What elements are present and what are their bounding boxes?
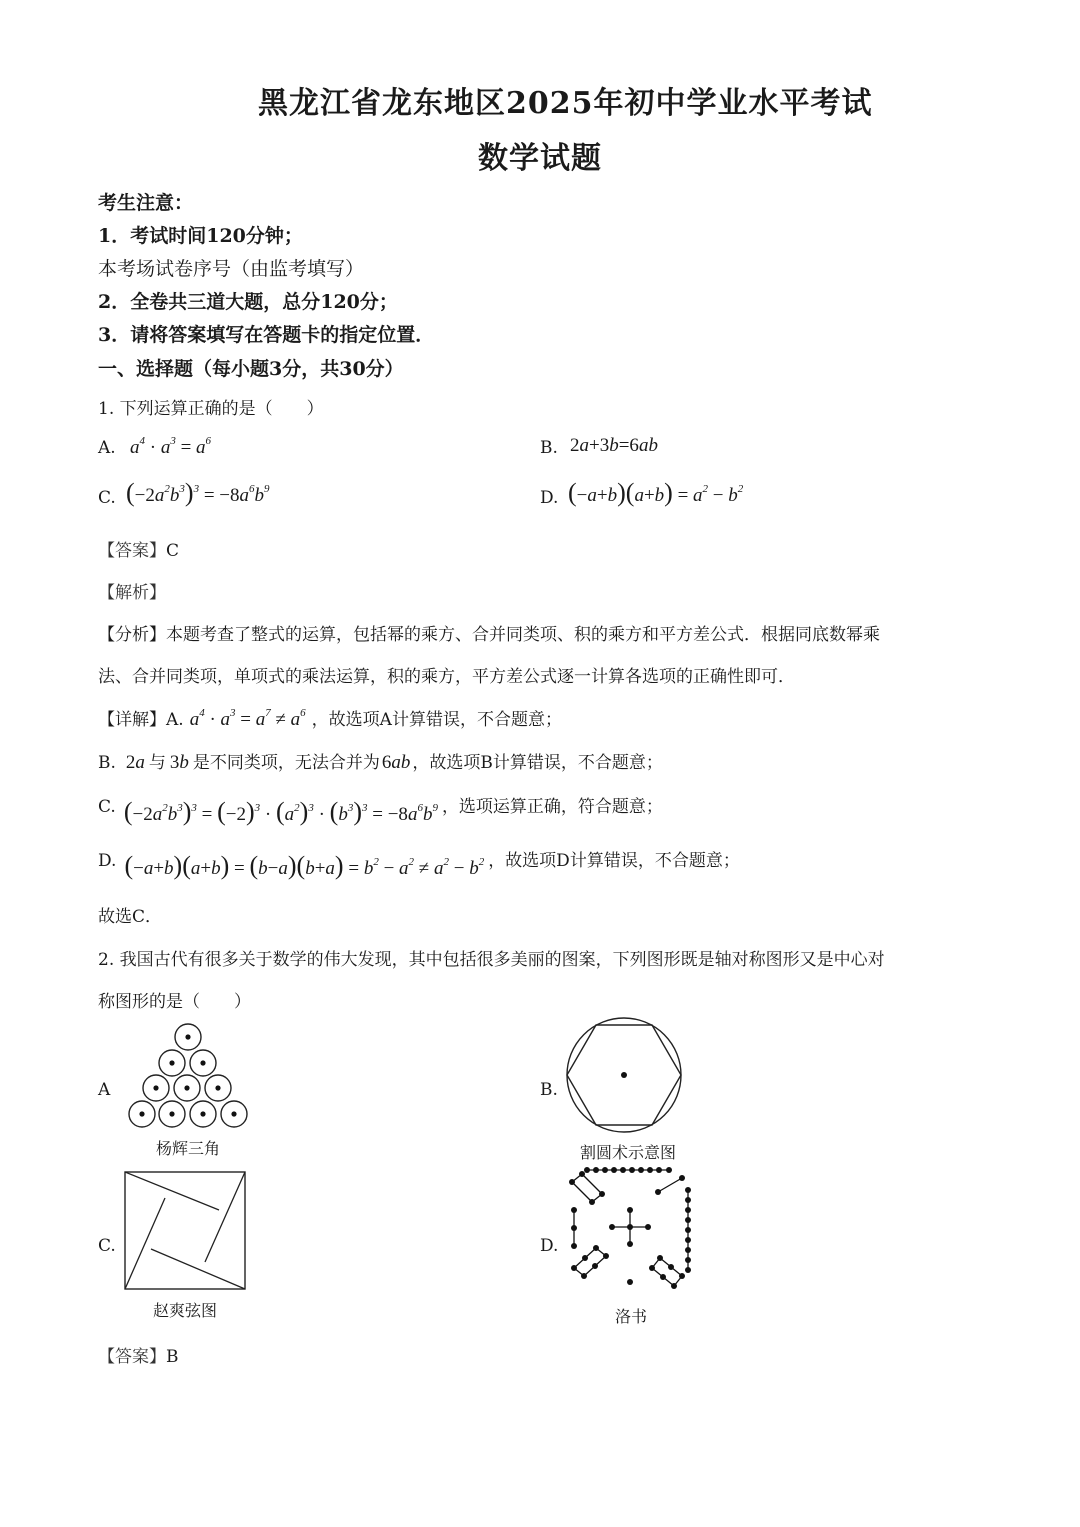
detail-d-formula: $(-a+b)(a+b) = (b-a)(b+a) = b^2 - a^2 \ne a^2 - b^2$ [124, 851, 485, 880]
detail-b-mid-2: 是不同类项，无法合并为 [192, 753, 380, 773]
q1-stem: 1. 下列运算正确的是（ ） [98, 399, 324, 419]
q1-option-a-formula: $a^4 \cdot a^3 = a^6$ [130, 435, 212, 458]
zhaoshuang-diagram-figure [123, 1170, 249, 1292]
q1-analysis-tag: 【解析】 [98, 583, 166, 603]
detail-c-text: ，选项运算正确，符合题意； [441, 797, 663, 817]
notice-item-2: 2．全卷共三道大题，总分120分； [98, 291, 398, 313]
section-heading: 一、选择题（每小题3分，共30分） [98, 358, 404, 380]
detail-b-term-3: 6ab [381, 752, 411, 773]
q1-fenxi-line-1: 【分析】本题考查了整式的运算，包括幂的乘方、合并同类项、积的乘方和平方差公式．根据同底数幂乘 [98, 625, 880, 645]
notice-serial: 本考场试卷序号（由监考填写） [98, 258, 365, 280]
q1-option-c-formula: $(-2a^2b^3)^3 = -8a^6b^9$ [126, 478, 270, 507]
yanghui-triangle-figure [122, 1020, 262, 1135]
q2-caption-a: 杨辉三角 [156, 1139, 221, 1158]
detail-a-formula: $a^4 \cdot a^3 = a^7 \ne a^6$ [189, 707, 306, 730]
notice-item-1: 1．考试时间120分钟； [98, 225, 303, 247]
q2-option-b-label: B. [540, 1080, 558, 1100]
q2-stem-line-1: 2. 我国古代有很多关于数学的伟大发现，其中包括很多美丽的图案，下列图形既是轴对称图形又是中心对 [98, 950, 885, 970]
q1-option-c-label: C. [98, 488, 116, 508]
luoshu-figure [560, 1160, 700, 1290]
detail-b-prefix: B. [98, 753, 116, 773]
q2-stem-line-2: 称图形的是（ ） [98, 992, 251, 1012]
q1-option-b-formula: 2a+3b=6ab [570, 435, 658, 456]
detail-d-text: ，故选项D计算错误，不合题意； [488, 851, 740, 871]
page-title: 黑龙江省龙东地区2025年初中学业水平考试 [258, 86, 873, 121]
q1-detail-b [98, 748, 663, 774]
page-subtitle: 数学试题 [478, 141, 602, 176]
q1-option-b-label: B. [540, 438, 558, 458]
q1-detail-c [98, 792, 663, 827]
detail-prefix: 【详解】A. [98, 710, 184, 730]
q2-caption-b: 割圆术示意图 [580, 1143, 677, 1162]
answer-tag: 【答案】 [98, 1347, 166, 1367]
q2-option-a-label: A [98, 1080, 111, 1100]
detail-b-term-1: 2a [125, 752, 145, 773]
q1-answer [98, 536, 179, 561]
notice-heading: 考生注意： [98, 192, 194, 214]
answer-value: C [166, 541, 180, 561]
notice-item-3: 3．请将答案填写在答题卡的指定位置． [98, 324, 435, 346]
detail-b-text: ，故选项B计算错误，不合题意； [412, 753, 663, 773]
q2-option-c-label: C. [98, 1236, 116, 1256]
answer-tag: 【答案】 [98, 541, 166, 561]
detail-d-prefix: D. [98, 851, 117, 871]
detail-b-mid-1: 与 [148, 753, 166, 773]
detail-b-term-2: 3b [169, 752, 189, 773]
detail-a-text: ，故选项A计算错误，不合题意； [311, 710, 562, 730]
detail-c-prefix: C. [98, 797, 116, 817]
q1-option-d-formula: $(-a+b)(a+b) = a^2 - b^2$ [568, 478, 744, 507]
q1-fenxi-line-2: 法、合并同类项，单项式的乘法运算，积的乘方，平方差公式逐一计算各选项的正确性即可． [98, 667, 795, 687]
q1-detail-a [98, 705, 562, 731]
q1-detail-d [98, 846, 740, 881]
circle-hexagon-figure [560, 1015, 690, 1140]
q2-caption-c: 赵爽弦图 [153, 1301, 218, 1320]
q2-caption-d: 洛书 [615, 1307, 648, 1326]
detail-c-formula: $(-2a^2b^3)^3 = (-2)^3 \cdot (a^2)^3 \cdot (b^3)^3 = -8a^6b^9$ [123, 797, 438, 826]
q1-conclusion: 故选C． [98, 907, 163, 927]
q2-answer [98, 1342, 179, 1367]
q2-option-d-label: D. [540, 1236, 559, 1256]
q1-option-a-label: A. [98, 438, 116, 458]
answer-value: B [166, 1347, 179, 1367]
q1-option-d-label: D. [540, 488, 559, 508]
